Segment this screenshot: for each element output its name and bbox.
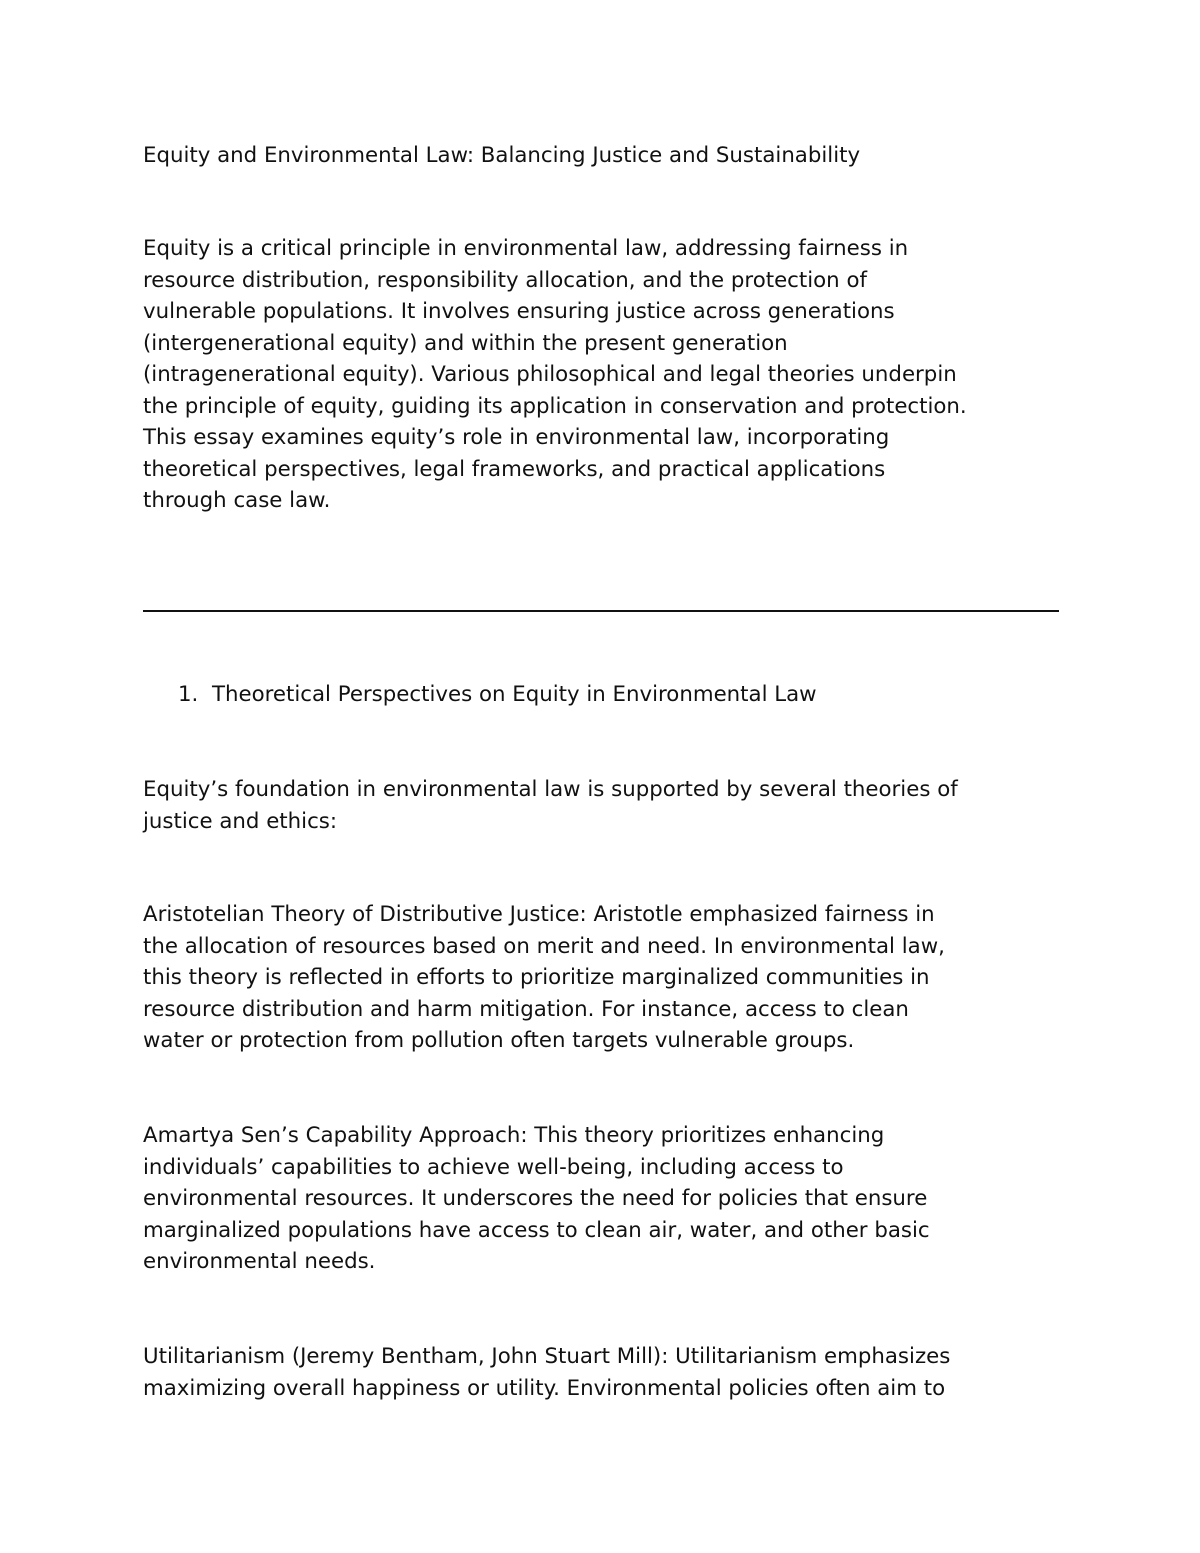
body-paragraph: Aristotelian Theory of Distributive Justice: Aristotle emphasized fairness in the allocation of resources based on merit and need. In environmental law, this theory is reflected in efforts to prioritize marginalized communities in resource distribution and harm mitigation. For instance, access to clean water or protection from pollution often targets vulnerable groups. <box>143 902 945 1053</box>
section-number: 1. <box>178 682 199 707</box>
intro-paragraph: Equity is a critical principle in environmental law, addressing fairness in resource distribution, responsibility allocation, and the protection of vulnerable populations. It involves ensuring justice across generations (intergenerational equity) and within the present generation (intragenerational equity). Various philosophical and legal theories underpin the principle of equity, guiding its application in conservation and protection. This essay examines equity’s role in environmental law, incorporating theoretical perspectives, legal frameworks, and practical applications through case law. <box>143 236 967 513</box>
body-paragraph: Equity’s foundation in environmental law is supported by several theories of justice and ethics: <box>143 777 958 834</box>
section-heading <box>178 679 817 711</box>
document-title: Equity and Environmental Law: Balancing Justice and Sustainability <box>143 143 861 168</box>
horizontal-rule <box>143 610 1059 612</box>
section-heading-text: Theoretical Perspectives on Equity in Environmental Law <box>212 682 817 707</box>
body-paragraph: Amartya Sen’s Capability Approach: This theory prioritizes enhancing individuals’ capabilities to achieve well-being, including access to environmental resources. It underscores the need for policies that ensure marginalized populations have access to clean air, water, and other basic environmental needs. <box>143 1123 930 1274</box>
body-paragraph: Utilitarianism (Jeremy Bentham, John Stuart Mill): Utilitarianism emphasizes maximizing overall happiness or utility. Environmental policies often aim to <box>143 1344 951 1401</box>
